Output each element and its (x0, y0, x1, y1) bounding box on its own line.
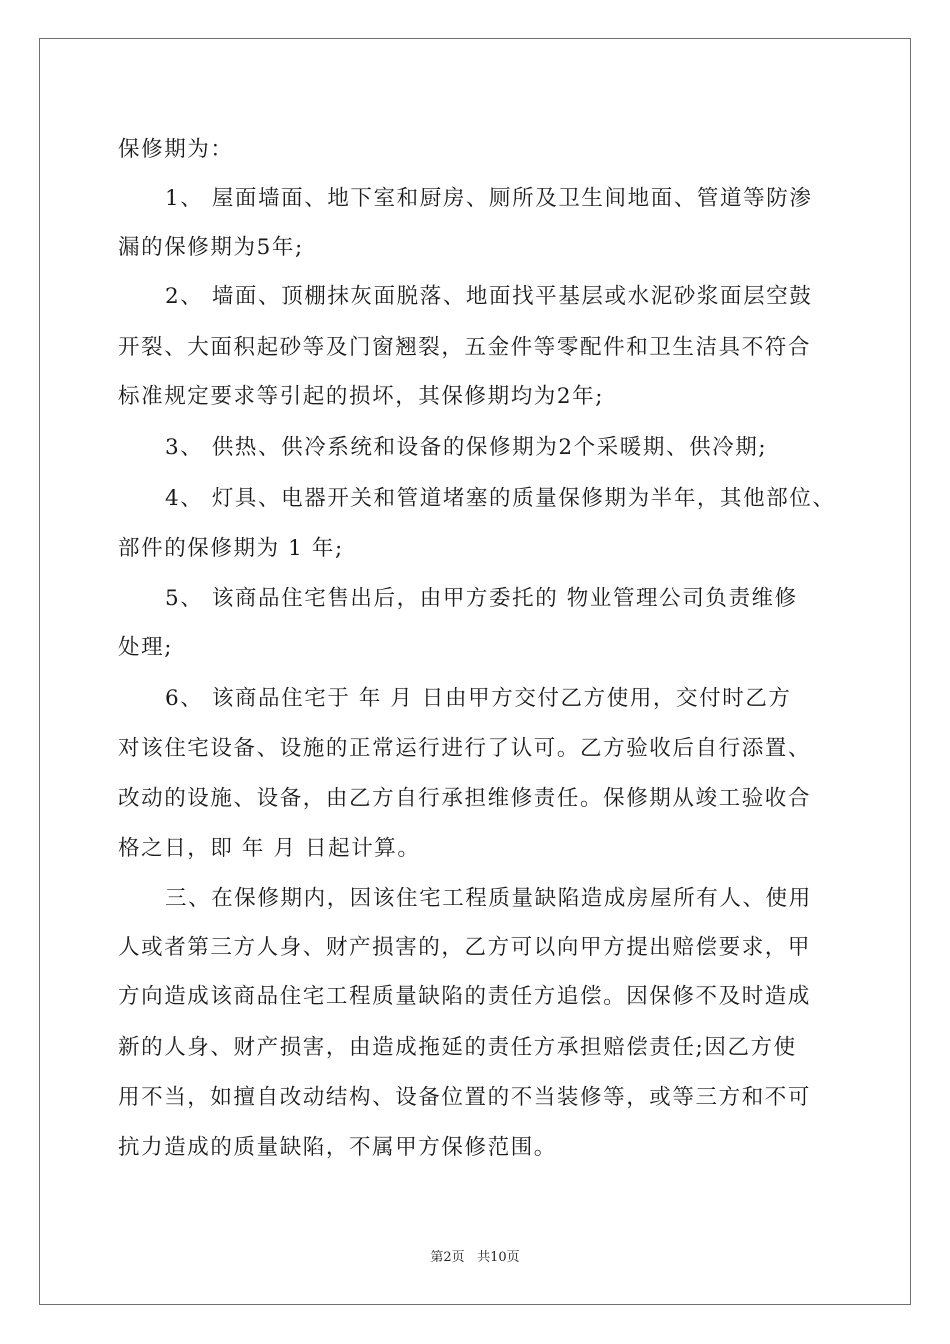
text-line: 用不当，如擅自改动结构、设备位置的不当装修等，或等三方和不可 (118, 1085, 812, 1110)
text-line: 部件的保修期为 1 年; (118, 536, 344, 561)
text-line: 4、 灯具、电器开关和管道堵塞的质量保修期为半年，其他部位、 (165, 486, 836, 511)
text-line: 2、 墙面、顶棚抹灰面脱落、地面找平基层或水泥砂浆面层空鼓 (165, 284, 813, 309)
text-line: 人或者第三方人身、财产损害的，乙方可以向甲方提出赔偿要求，甲 (118, 935, 812, 960)
text-line: 处理; (118, 635, 174, 660)
text-line: 保修期为： (118, 137, 234, 162)
text-line: 抗力造成的质量缺陷，不属甲方保修范围。 (118, 1135, 557, 1160)
text-line: 3、 供热、供冷系统和设备的保修期为2个采暖期、供冷期; (165, 435, 768, 460)
text-line: 5、 该商品住宅售出后，由甲方委托的 物业管理公司负责维修 (165, 586, 798, 611)
text-line: 格之日，即 年 月 日起计算。 (118, 836, 421, 861)
text-line: 对该住宅设备、设施的正常运行进行了认可。乙方验收后自行添置、 (118, 736, 812, 761)
text-line: 漏的保修期为5年; (118, 235, 304, 260)
text-line: 方向造成该商品住宅工程质量缺陷的责任方追偿。因保修不及时造成 (118, 984, 812, 1009)
text-line: 三、在保修期内，因该住宅工程质量缺陷造成房屋所有人、使用 (165, 886, 812, 911)
text-line: 新的人身、财产损害，由造成拖延的责任方承担赔偿责任;因乙方使 (118, 1035, 797, 1060)
page-number: 第2页 (430, 1250, 465, 1265)
text-line: 6、 该商品住宅于 年 月 日由甲方交付乙方使用，交付时乙方 (165, 686, 792, 711)
page-footer (0, 1246, 950, 1265)
page-total: 共10页 (477, 1250, 520, 1265)
text-line: 标准规定要求等引起的损坏，其保修期均为2年; (118, 384, 605, 409)
text-line: 开裂、大面积起砂等及门窗翘裂，五金件等零配件和卫生洁具不符合 (118, 335, 812, 360)
text-line: 改动的设施、设备，由乙方自行承担维修责任。保修期从竣工验收合 (118, 786, 812, 811)
page-border (39, 38, 911, 1305)
text-line: 1、 屋面墙面、地下室和厨房、厕所及卫生间地面、管道等防渗 (165, 186, 813, 211)
